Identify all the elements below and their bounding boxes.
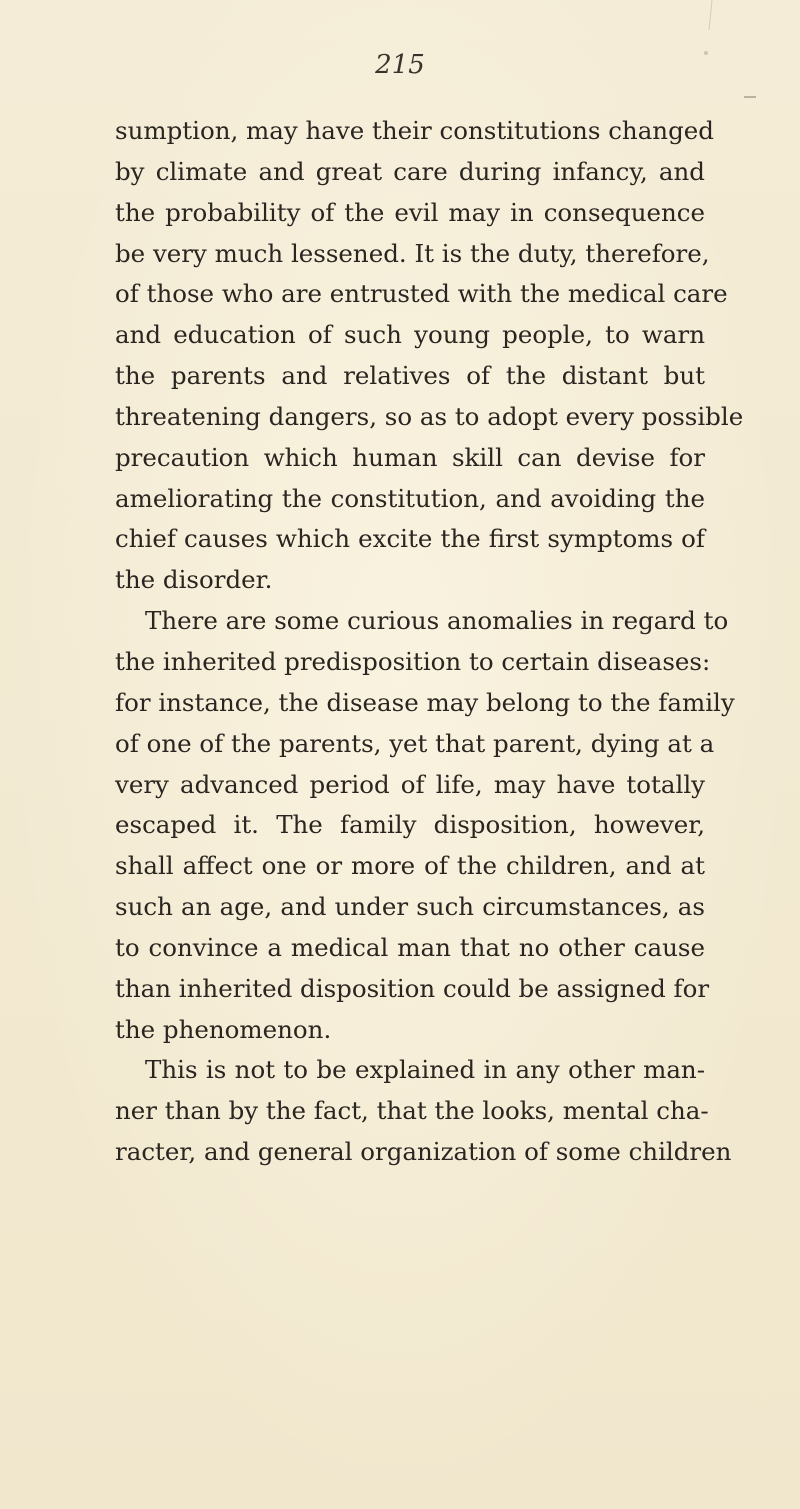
text-line: very advanced period of life, may have totally (115, 769, 705, 799)
text-line: sumption, may have their constitutions changed (115, 116, 714, 145)
text-line: by climate and great care during infancy, and (115, 156, 705, 186)
text-line: than inherited disposition could be assigned for (115, 973, 710, 1003)
margin-mark (709, 0, 712, 30)
text-line: ameliorating the constitution, and avoiding the (115, 483, 705, 513)
text-line: such an age, and under such circumstances, as (115, 892, 705, 922)
text-line: There are some curious anomalies in regard to (145, 606, 729, 636)
text-line: the disorder. (115, 565, 273, 595)
text-line: of one of the parents, yet that parent, dying at a (115, 728, 715, 758)
paragraph-1 (115, 111, 744, 601)
text-line: to convince a medical man that no other cause (115, 932, 705, 962)
text-line: the parents and relatives of the distant but (115, 361, 705, 391)
text-line: ner than by the fact, that the looks, mental cha- (115, 1096, 709, 1126)
text-line: escaped it. The family disposition, however, (115, 810, 705, 840)
text-line: for instance, the disease may belong to the family (115, 687, 735, 717)
text-line: of those who are entrusted with the medical care (115, 279, 728, 309)
text-line: racter, and general organization of some children (115, 1137, 732, 1167)
text-line: the inherited predisposition to certain diseases: (115, 646, 711, 676)
text-line: the probability of the evil may in consequence (115, 197, 705, 227)
text-line: the phenomenon. (115, 1014, 332, 1044)
text-line: This is not to be explained in any other man- (145, 1055, 705, 1085)
body-text (115, 111, 744, 1173)
text-line: shall affect one or more of the children, and at (115, 851, 705, 881)
text-line: and education of such young people, to warn (115, 320, 705, 350)
text-line: precaution which human skill can devise for (115, 442, 705, 472)
page-number: 215 (375, 50, 425, 80)
paragraph-2 (115, 601, 735, 1050)
paragraph-3 (115, 1050, 732, 1173)
text-line: chief causes which excite the first symptoms of (115, 524, 705, 554)
text-line: threatening dangers, so as to adopt every possible (115, 401, 744, 431)
text-line: be very much lessened. It is the duty, therefore, (115, 238, 710, 268)
